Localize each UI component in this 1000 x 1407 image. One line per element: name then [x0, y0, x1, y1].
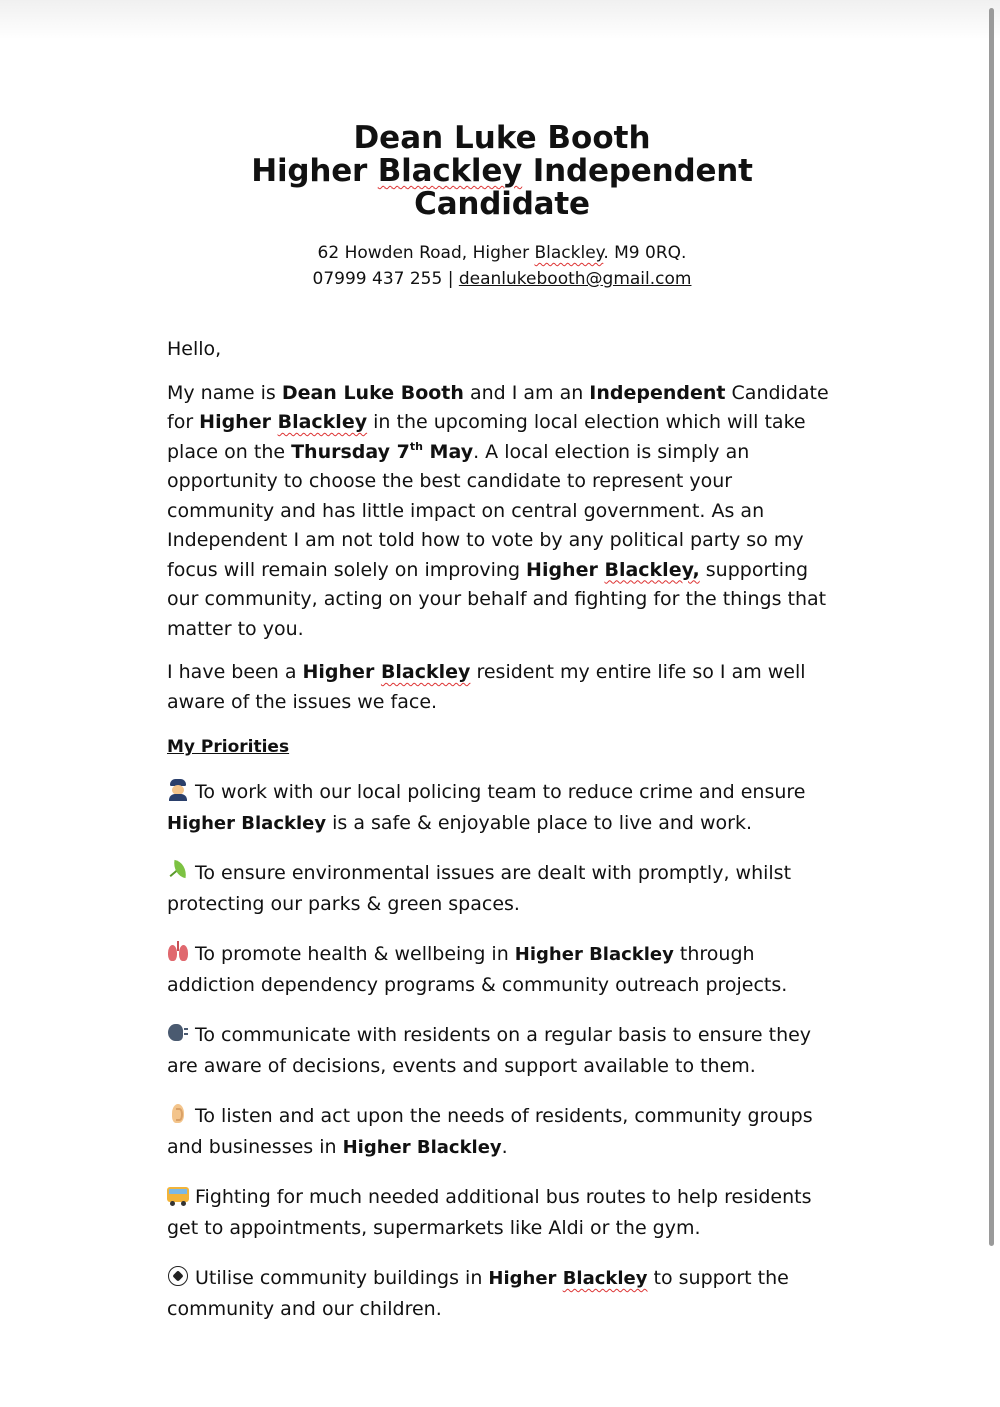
spellcheck-word: Blackley [380, 661, 471, 683]
leaf-icon [167, 860, 189, 882]
ear-icon [167, 1103, 189, 1125]
spellcheck-word: Blackley [534, 243, 604, 263]
priorities-heading: My Priorities [167, 737, 290, 757]
spellcheck-word: Blackley [562, 1268, 648, 1289]
vertical-scrollbar[interactable] [989, 8, 994, 1246]
bus-icon [167, 1184, 189, 1206]
priority-item: To work with our local policing team to reduce crime and ensure Higher Blackley is a safe & enjoyable place to live and work. [167, 781, 806, 834]
police-officer-icon [167, 779, 189, 801]
spellcheck-word: Blackley, [604, 558, 700, 581]
title-role: Higher Blackley Independent Candidate [251, 153, 753, 222]
phone-number: 07999 437 255 | [312, 269, 459, 289]
priority-item: To communicate with residents on a regular basis to ensure they are aware of decisions, events and support available to them. [167, 1024, 812, 1077]
email-link[interactable]: deanlukebooth@gmail.com [458, 269, 692, 289]
spellcheck-word: Blackley [377, 153, 523, 189]
priority-item: To promote health & wellbeing in Higher Blackley through addiction dependency programs & community outreach projects. [167, 943, 788, 996]
title-name: Dean Luke Booth [353, 120, 651, 156]
address-line: 62 Howden Road, Higher Blackley. M9 0RQ. [317, 243, 687, 263]
document-title [167, 122, 837, 221]
phone-email-line [167, 266, 837, 292]
priority-item: Utilise community buildings in Higher Blackley to support the community and our children. [167, 1267, 789, 1320]
priority-item: To ensure environmental issues are dealt with promptly, whilst protecting our parks & green spaces. [167, 858, 837, 920]
priority-item: Fighting for much needed additional bus routes to help residents get to appointments, supermarkets like Aldi or the gym. [167, 1186, 812, 1239]
spellcheck-word: Blackley [277, 411, 368, 433]
intro-paragraph: My name is Dean Luke Booth and I am an Independent Candidate for Higher Blackley in the upcoming local election which will take place on the Thursday 7th May. A local election is simply an opportunity to choose the best candidate to represent your community and has little impact on central government. As an Independent I am not told how to vote by any political party so my focus will remain solely on improving Higher Blackley, supporting our community, acting on your behalf and fighting for the things that matter to you. [167, 381, 829, 640]
resident-paragraph: I have been a Higher Blackley resident my entire life so I am well aware of the issues we face. [167, 661, 806, 713]
soccer-ball-icon [167, 1265, 189, 1287]
priority-item: To listen and act upon the needs of residents, community groups and businesses in Higher Blackley. [167, 1105, 813, 1158]
lungs-icon [167, 941, 189, 963]
letter-body [167, 335, 837, 717]
speaking-head-icon [167, 1022, 189, 1044]
contact-block [167, 240, 837, 292]
document-page [167, 122, 837, 1344]
greeting: Hello, [167, 338, 222, 360]
top-shadow [0, 0, 1000, 40]
